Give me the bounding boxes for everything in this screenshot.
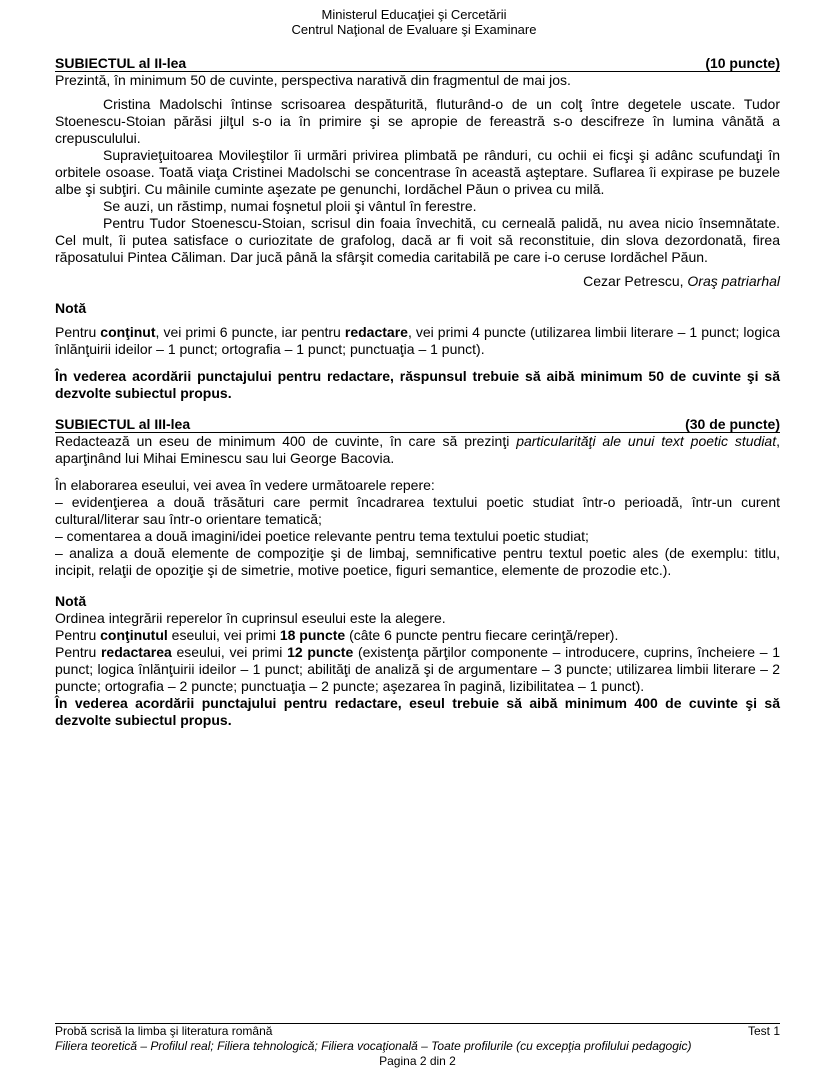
page-footer [55,1023,780,1069]
note-text: Pentru [55,324,101,340]
section-3-note-title: Notă [55,593,87,609]
section-3-note-order: Ordinea integrării reperelor în cuprinsul eseului este la alegere. [55,610,446,626]
section-2-warning: În vederea acordării punctajului pentru redactare, răspunsul trebuie să aibă minimum 50 de cuvinte şi să dezvolte subiectul propus. [55,368,780,401]
note-bold: conţinutul [100,627,168,643]
note-text: eseului, vei primi [171,644,288,660]
page-number: Pagina 2 din 2 [379,1054,456,1068]
section-3-title: SUBIECTUL al III-lea [55,416,191,432]
footer-test-number: Test 1 [747,1024,780,1038]
section-3-item: – evidenţierea a două trăsături care permit încadrarea textului poetic studiat într-o perioadă, într-un curent cultural/literar sau într-o orientare tematică; [55,494,780,527]
source-work: Oraş patriarhal [687,273,780,289]
section-2-points: (10 puncte) [705,55,780,71]
footer-exam-name: Probă scrisă la limba şi literatura română [55,1024,273,1038]
note-text: (câte 6 puncte pentru fiecare cerinţă/reper). [345,627,619,643]
section-2-note-title: Notă [55,300,87,316]
excerpt-paragraph: Se auzi, un răstimp, numai foşnetul ploii şi vântul în ferestre. [103,198,477,214]
note-bold: 18 puncte [279,627,346,643]
note-text: , vei primi 6 puncte, iar pentru [155,324,345,340]
section-3-item: – comentarea a două imagini/idei poetice relevante pentru tema textului poetic studiat; [55,528,589,544]
page-header [0,7,828,37]
note-bold: 12 puncte [287,644,354,660]
note-bold: conţinut [100,324,156,340]
note-text: , vei primi 4 puncte (utilizarea limbii literare – 1 punct; logica înlănţuirii ideilor – 1 punct; ortografia – 1 punct; punctuaţia – 1 punct). [55,324,780,357]
note-text: (existenţa părţilor componente – introducere, cuprins, încheiere – 1 punct; logica înlănţuirii ideilor – 1 punct; abilităţi de analiză şi de argumentare – 3 puncte; utilizarea limbii literare – 2 puncte; ortografia – 2 puncte; punctuaţia – 2 puncte; aşezarea în pagină, lizibilitatea – 1 punct). [55,644,781,694]
ministry-name: Ministerul Educaţiei şi Cercetării [321,7,507,22]
section-3-note-redactare [55,644,780,695]
excerpt-paragraph: Supravieţuitoarea Movileştilor îi urmări privirea plimbată pe rânduri, cu ochii ei ficşi şi adânc scufundaţi în orbitele osoase. Toată viaţa Cristinei Madolschi se concentrase în această aşteptare. Suflarea îi expirase pe buzele albe şi subţiri. Cu mâinile cuminte aşezate pe genunchi, Iordăchel Păun o privea cu milă. [55,147,780,197]
section-3-item: – analiza a două elemente de compoziţie şi de limbaj, semnificative pentru textul poetic ales (de exemplu: titlu, incipit, relaţii de opoziţie şi de simetrie, motive poetice, figuri semantice, elemente de prozodie etc.). [55,545,780,578]
excerpt-source [55,273,780,290]
note-text: Pentru [55,627,101,643]
task-text: Redactează un eseu de minimum 400 de cuvinte, în care să prezinţi [55,433,517,449]
section-3-note-content [55,627,780,644]
section-3-points: (30 de puncte) [685,416,780,432]
note-text: Pentru [55,644,101,660]
section-2-task: Prezintă, în minimum 50 de cuvinte, perspectiva narativă din fragmentul de mai jos. [55,72,571,88]
section-3-intro: În elaborarea eseului, vei avea în vedere următoarele repere: [55,477,435,493]
section-2-note [55,324,780,358]
task-italic: particularităţi ale unui text poetic studiat [516,433,777,449]
note-bold: redactare [344,324,408,340]
source-author: Cezar Petrescu, [583,273,688,289]
note-text: eseului, vei primi [167,627,280,643]
footer-row [55,1024,780,1039]
footer-profiles: Filiera teoretică – Profilul real; Filiera tehnologică; Filiera vocaţională – Toate profilurile (cu excepţia profilului pedagogic) [55,1039,692,1053]
excerpt-paragraph: Pentru Tudor Stoenescu-Stoian, scrisul din foaia învechită, cu cerneală palidă, nu avea nicio însemnătate. Cel mult, îi putea satisface o curiozitate de grafolog, dacă ar fi voit să reconstituie, din slova dezordonată, firea răposatului Pintea Căliman. Dar jucă până la sfârşit comedia caritabilă pe care i-o ceruse Iordăchel Păun. [55,215,780,265]
section-2-heading [55,55,780,72]
section-3-heading [55,416,780,433]
section-2-title: SUBIECTUL al II-lea [55,55,187,71]
section-3-warning: În vederea acordării punctajului pentru redactare, eseul trebuie să aibă minimum 400 de cuvinte şi să dezvolte subiectul propus. [55,695,780,728]
note-bold: redactarea [100,644,172,660]
center-name: Centrul Naţional de Evaluare şi Examinare [291,22,537,37]
section-3-task [55,433,780,467]
task-text: , aparţinând lui Mihai Eminescu sau lui George Bacovia. [55,433,781,466]
excerpt-paragraph: Cristina Madolschi întinse scrisoarea despăturită, fluturând-o de un colţ între degetele uscate. Tudor Stoenescu-Stoian părăsi jilţul s-o ia în primire şi se apropie de fereastră s-o descifreze în lumina vânătă a crepusculului. [55,96,780,146]
document-body [55,55,780,729]
